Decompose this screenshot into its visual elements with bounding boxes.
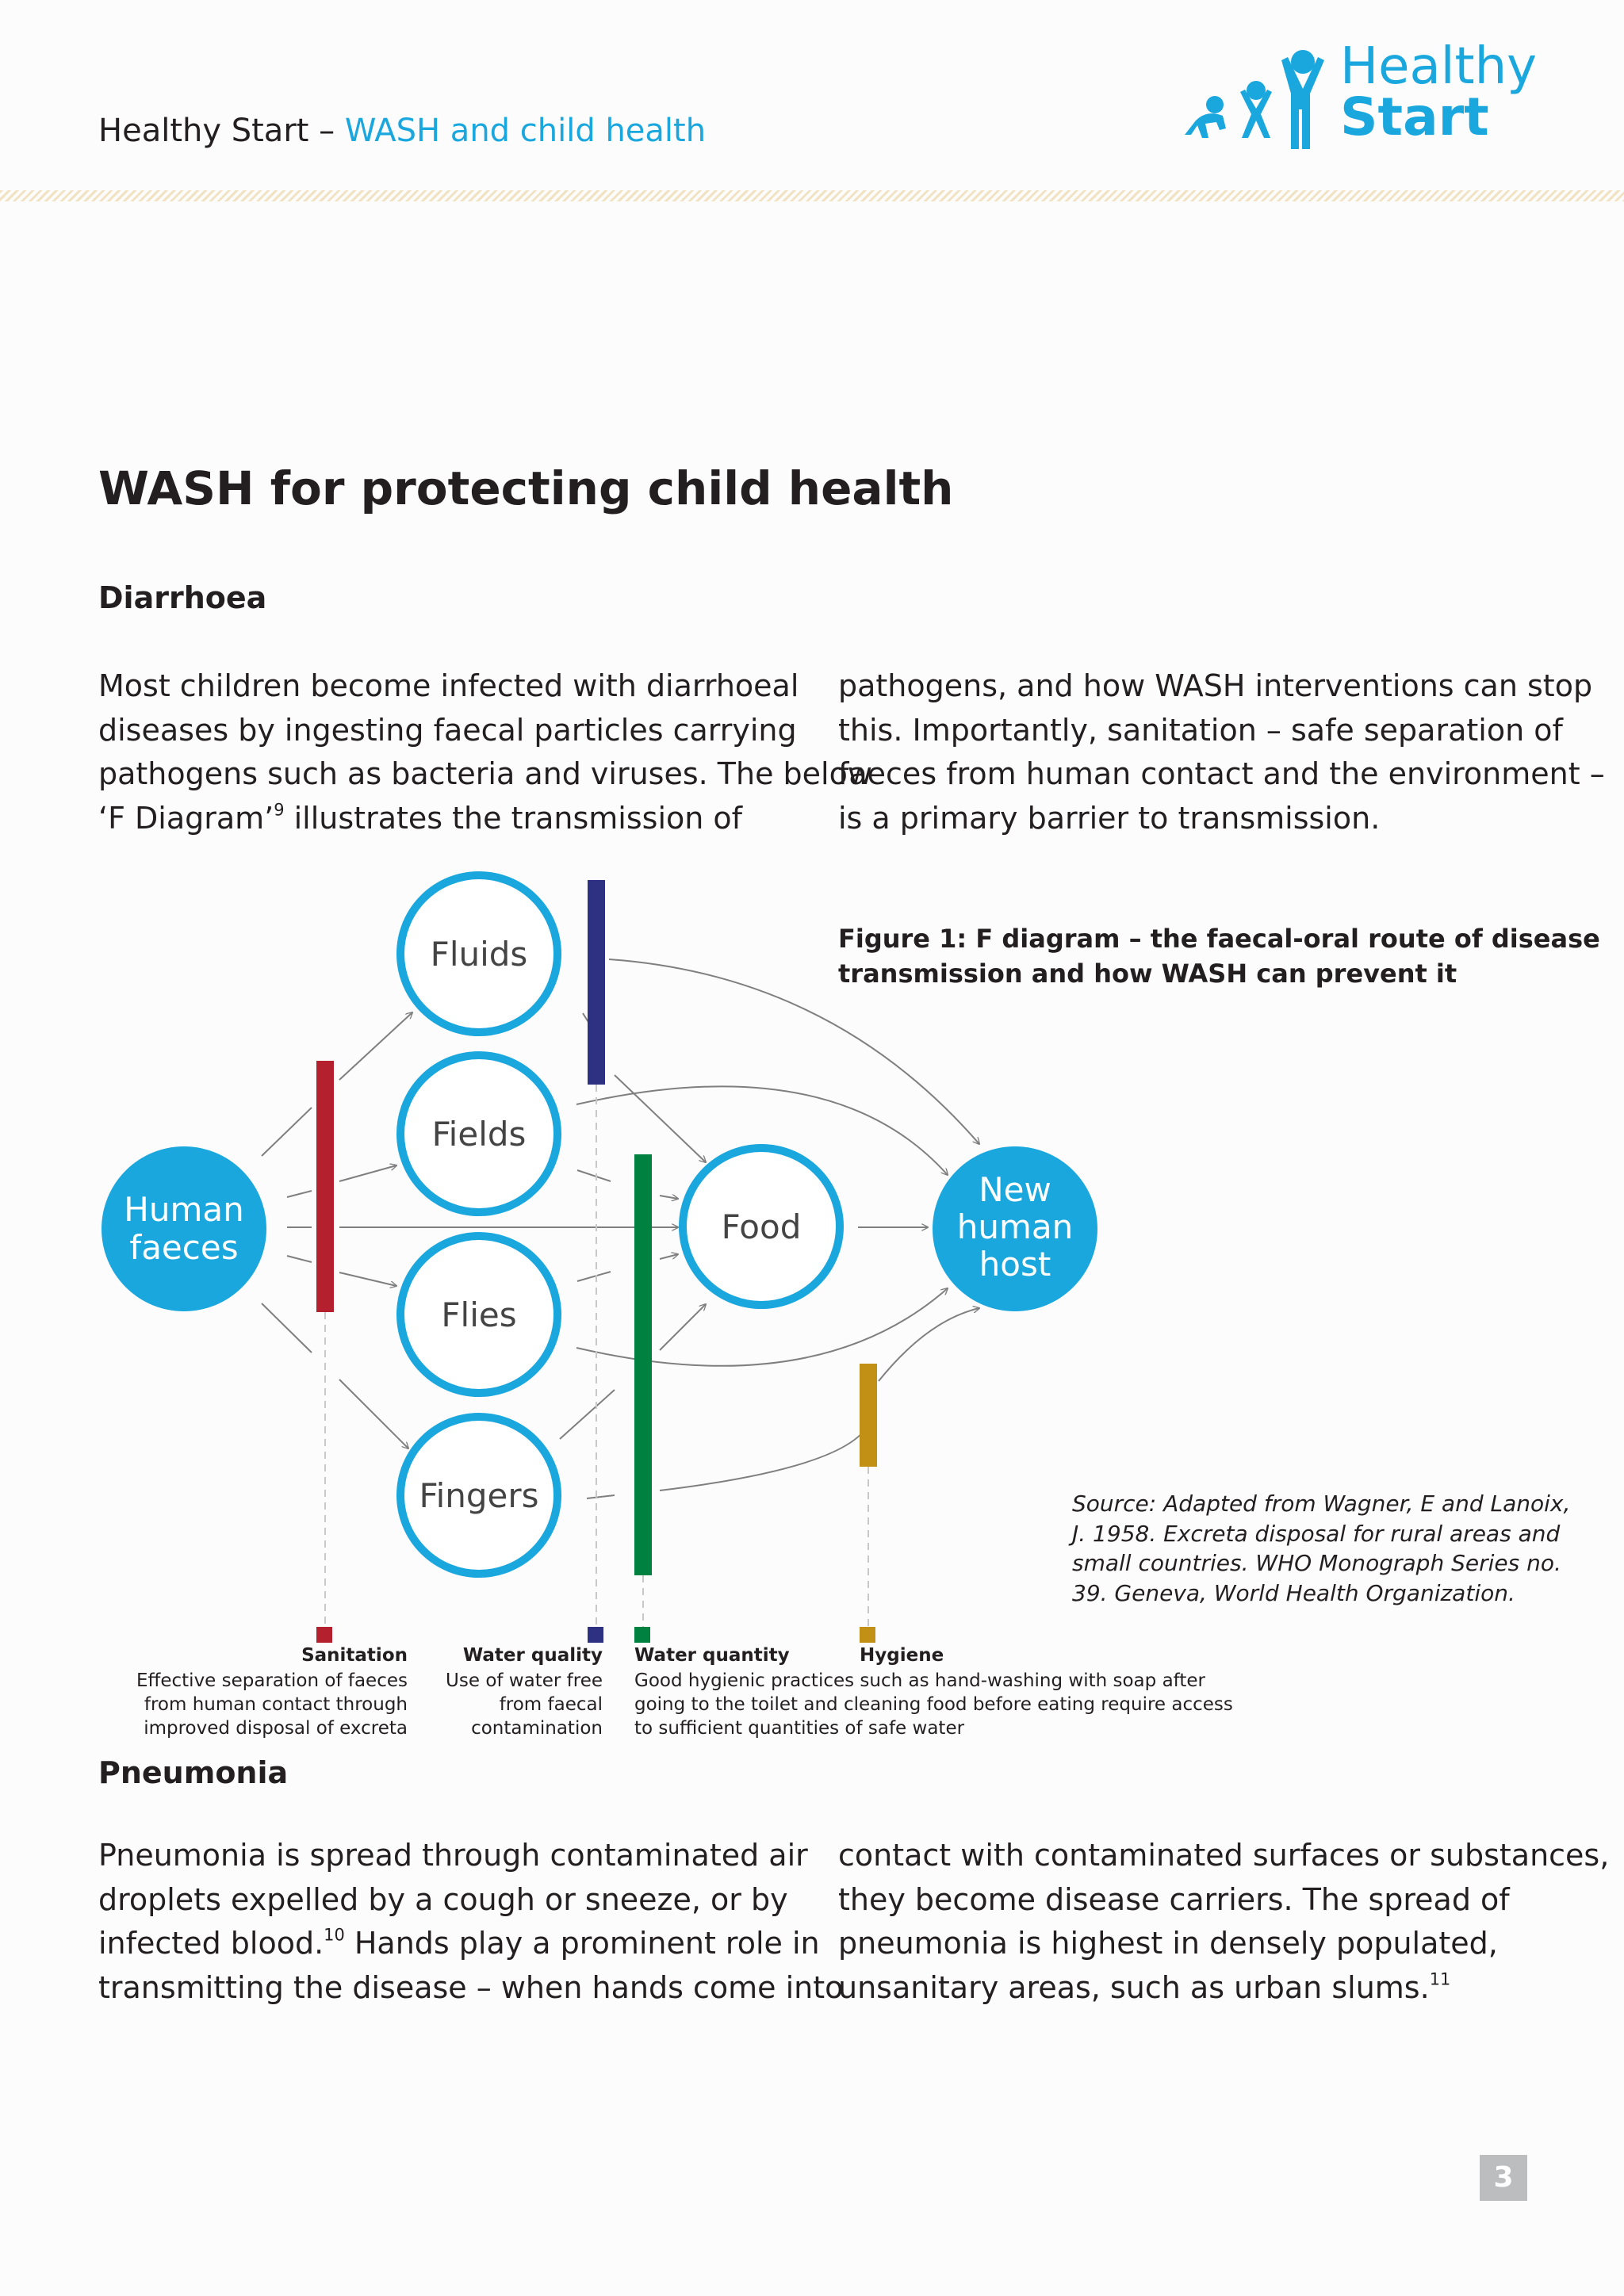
text-fragment: unsanitary areas, such as urban slums. (838, 1969, 1430, 2005)
legend-line: going to the toilet and cleaning food before eating require access (634, 1694, 1233, 1715)
node-food (683, 1148, 840, 1305)
legend-line: Use of water free (446, 1670, 603, 1691)
text-fragment: infected blood. (98, 1926, 324, 1961)
source-line: Source: Adapted from Wagner, E and Lanoix, (1072, 1490, 1571, 1517)
pneumonia-paragraph-right (838, 1834, 1609, 2010)
section-heading-pneumonia: Pneumonia (98, 1755, 289, 1790)
text-fragment: ‘F Diagram’ (98, 800, 274, 836)
section-heading-diarrhoea: Diarrhoea (98, 580, 267, 615)
legend-line: from faecal (499, 1694, 603, 1715)
text-line: pathogens such as bacteria and viruses. The below (98, 756, 872, 791)
node-fluids (400, 875, 557, 1032)
node-label: Fluids (430, 935, 528, 974)
legend-line: Effective separation of faeces (136, 1670, 408, 1691)
legend-line: contamination (471, 1718, 603, 1739)
node-label: Human (124, 1190, 244, 1229)
source-line: 39. Geneva, World Health Organization. (1072, 1579, 1515, 1606)
logo-wordmark (1340, 37, 1538, 147)
caption-line: Figure 1: F diagram – the faecal-oral route of disease (838, 924, 1600, 954)
header-subtitle: WASH and child health (344, 113, 707, 149)
legend-line: Good hygienic practices such as hand-washing with soap after (634, 1670, 1205, 1691)
text-line (838, 1966, 1609, 2011)
logo-line-1: Healthy (1340, 37, 1538, 96)
node-label: Fingers (419, 1476, 539, 1515)
figure-source (1072, 1489, 1570, 1608)
header-title: Healthy Start (98, 113, 309, 149)
water-quality-legend-swatch (588, 1627, 603, 1643)
text-line: is a primary barrier to transmission. (838, 800, 1381, 836)
text-line: they become disease carriers. The spread of (838, 1881, 1510, 1917)
text-line: droplets expelled by a cough or sneeze, or by (98, 1881, 788, 1917)
footnote-ref-9[interactable]: 9 (274, 799, 285, 819)
f-diagram (0, 856, 1624, 1760)
water-quality-barrier (588, 880, 605, 1085)
node-label: host (979, 1245, 1051, 1284)
diarrhoea-paragraph-right (838, 664, 1605, 840)
sanitation-barrier (316, 1061, 334, 1312)
hygiene-legend-swatch (860, 1627, 875, 1643)
node-new-human-host (933, 1146, 1097, 1311)
node-label: New (979, 1170, 1051, 1209)
page-number: 3 (1480, 2155, 1527, 2201)
diarrhoea-paragraph-left (98, 664, 872, 840)
text-line: contact with contaminated surfaces or substances, (838, 1838, 1610, 1873)
sanitation-legend-swatch (316, 1627, 332, 1643)
water-quantity-barrier (634, 1154, 652, 1575)
node-label: faeces (129, 1228, 239, 1267)
text-line: pneumonia is highest in densely populated, (838, 1926, 1498, 1961)
caption-line: transmission and how WASH can prevent it (838, 959, 1457, 989)
text-fragment: Hands play a prominent role in (344, 1926, 820, 1961)
node-fingers (400, 1417, 557, 1574)
running-header (98, 113, 706, 149)
header-separator: – (308, 113, 345, 149)
footnote-ref-11[interactable]: 11 (1429, 1969, 1451, 1988)
footnote-ref-10[interactable]: 10 (324, 1925, 345, 1945)
node-fields (400, 1055, 557, 1212)
text-line: Pneumonia is spread through contaminated air (98, 1838, 808, 1873)
text-line: transmitting the disease – when hands come into (98, 1969, 844, 2005)
text-line: Most children become infected with diarrhoeal (98, 668, 799, 703)
node-label: Fields (431, 1115, 527, 1154)
header-divider (0, 190, 1624, 201)
legend-title-water-quantity: Water quantity (634, 1645, 790, 1666)
node-human-faeces (102, 1146, 266, 1311)
source-line: small countries. WHO Monograph Series no. (1072, 1550, 1561, 1576)
legend-title-hygiene: Hygiene (860, 1645, 944, 1666)
text-line: this. Importantly, sanitation – safe separation of (838, 712, 1563, 748)
text-line (98, 797, 872, 841)
page-title: WASH for protecting child health (98, 461, 954, 515)
legend-title-sanitation: Sanitation (301, 1645, 408, 1666)
text-line: faeces from human contact and the environment – (838, 756, 1605, 791)
logo-line-2: Start (1340, 86, 1489, 147)
legend-line: from human contact through (144, 1694, 408, 1715)
text-line: pathogens, and how WASH interventions can stop (838, 668, 1593, 703)
node-label: Food (721, 1207, 802, 1246)
legend-line: improved disposal of excreta (144, 1718, 408, 1739)
legend-title-water-quality: Water quality (462, 1645, 603, 1666)
text-line: diseases by ingesting faecal particles carrying (98, 712, 797, 748)
water-quantity-legend-swatch (634, 1627, 650, 1643)
pneumonia-paragraph-left (98, 1834, 843, 2010)
source-line: J. 1958. Excreta disposal for rural areas and (1072, 1520, 1561, 1547)
text-fragment: illustrates the transmission of (284, 800, 743, 836)
node-label: human (956, 1207, 1074, 1246)
node-flies (400, 1236, 557, 1393)
text-line (98, 1922, 843, 1966)
node-label: Flies (441, 1295, 517, 1334)
legend-line: to sufficient quantities of safe water (634, 1718, 965, 1739)
hygiene-barrier (860, 1364, 877, 1467)
